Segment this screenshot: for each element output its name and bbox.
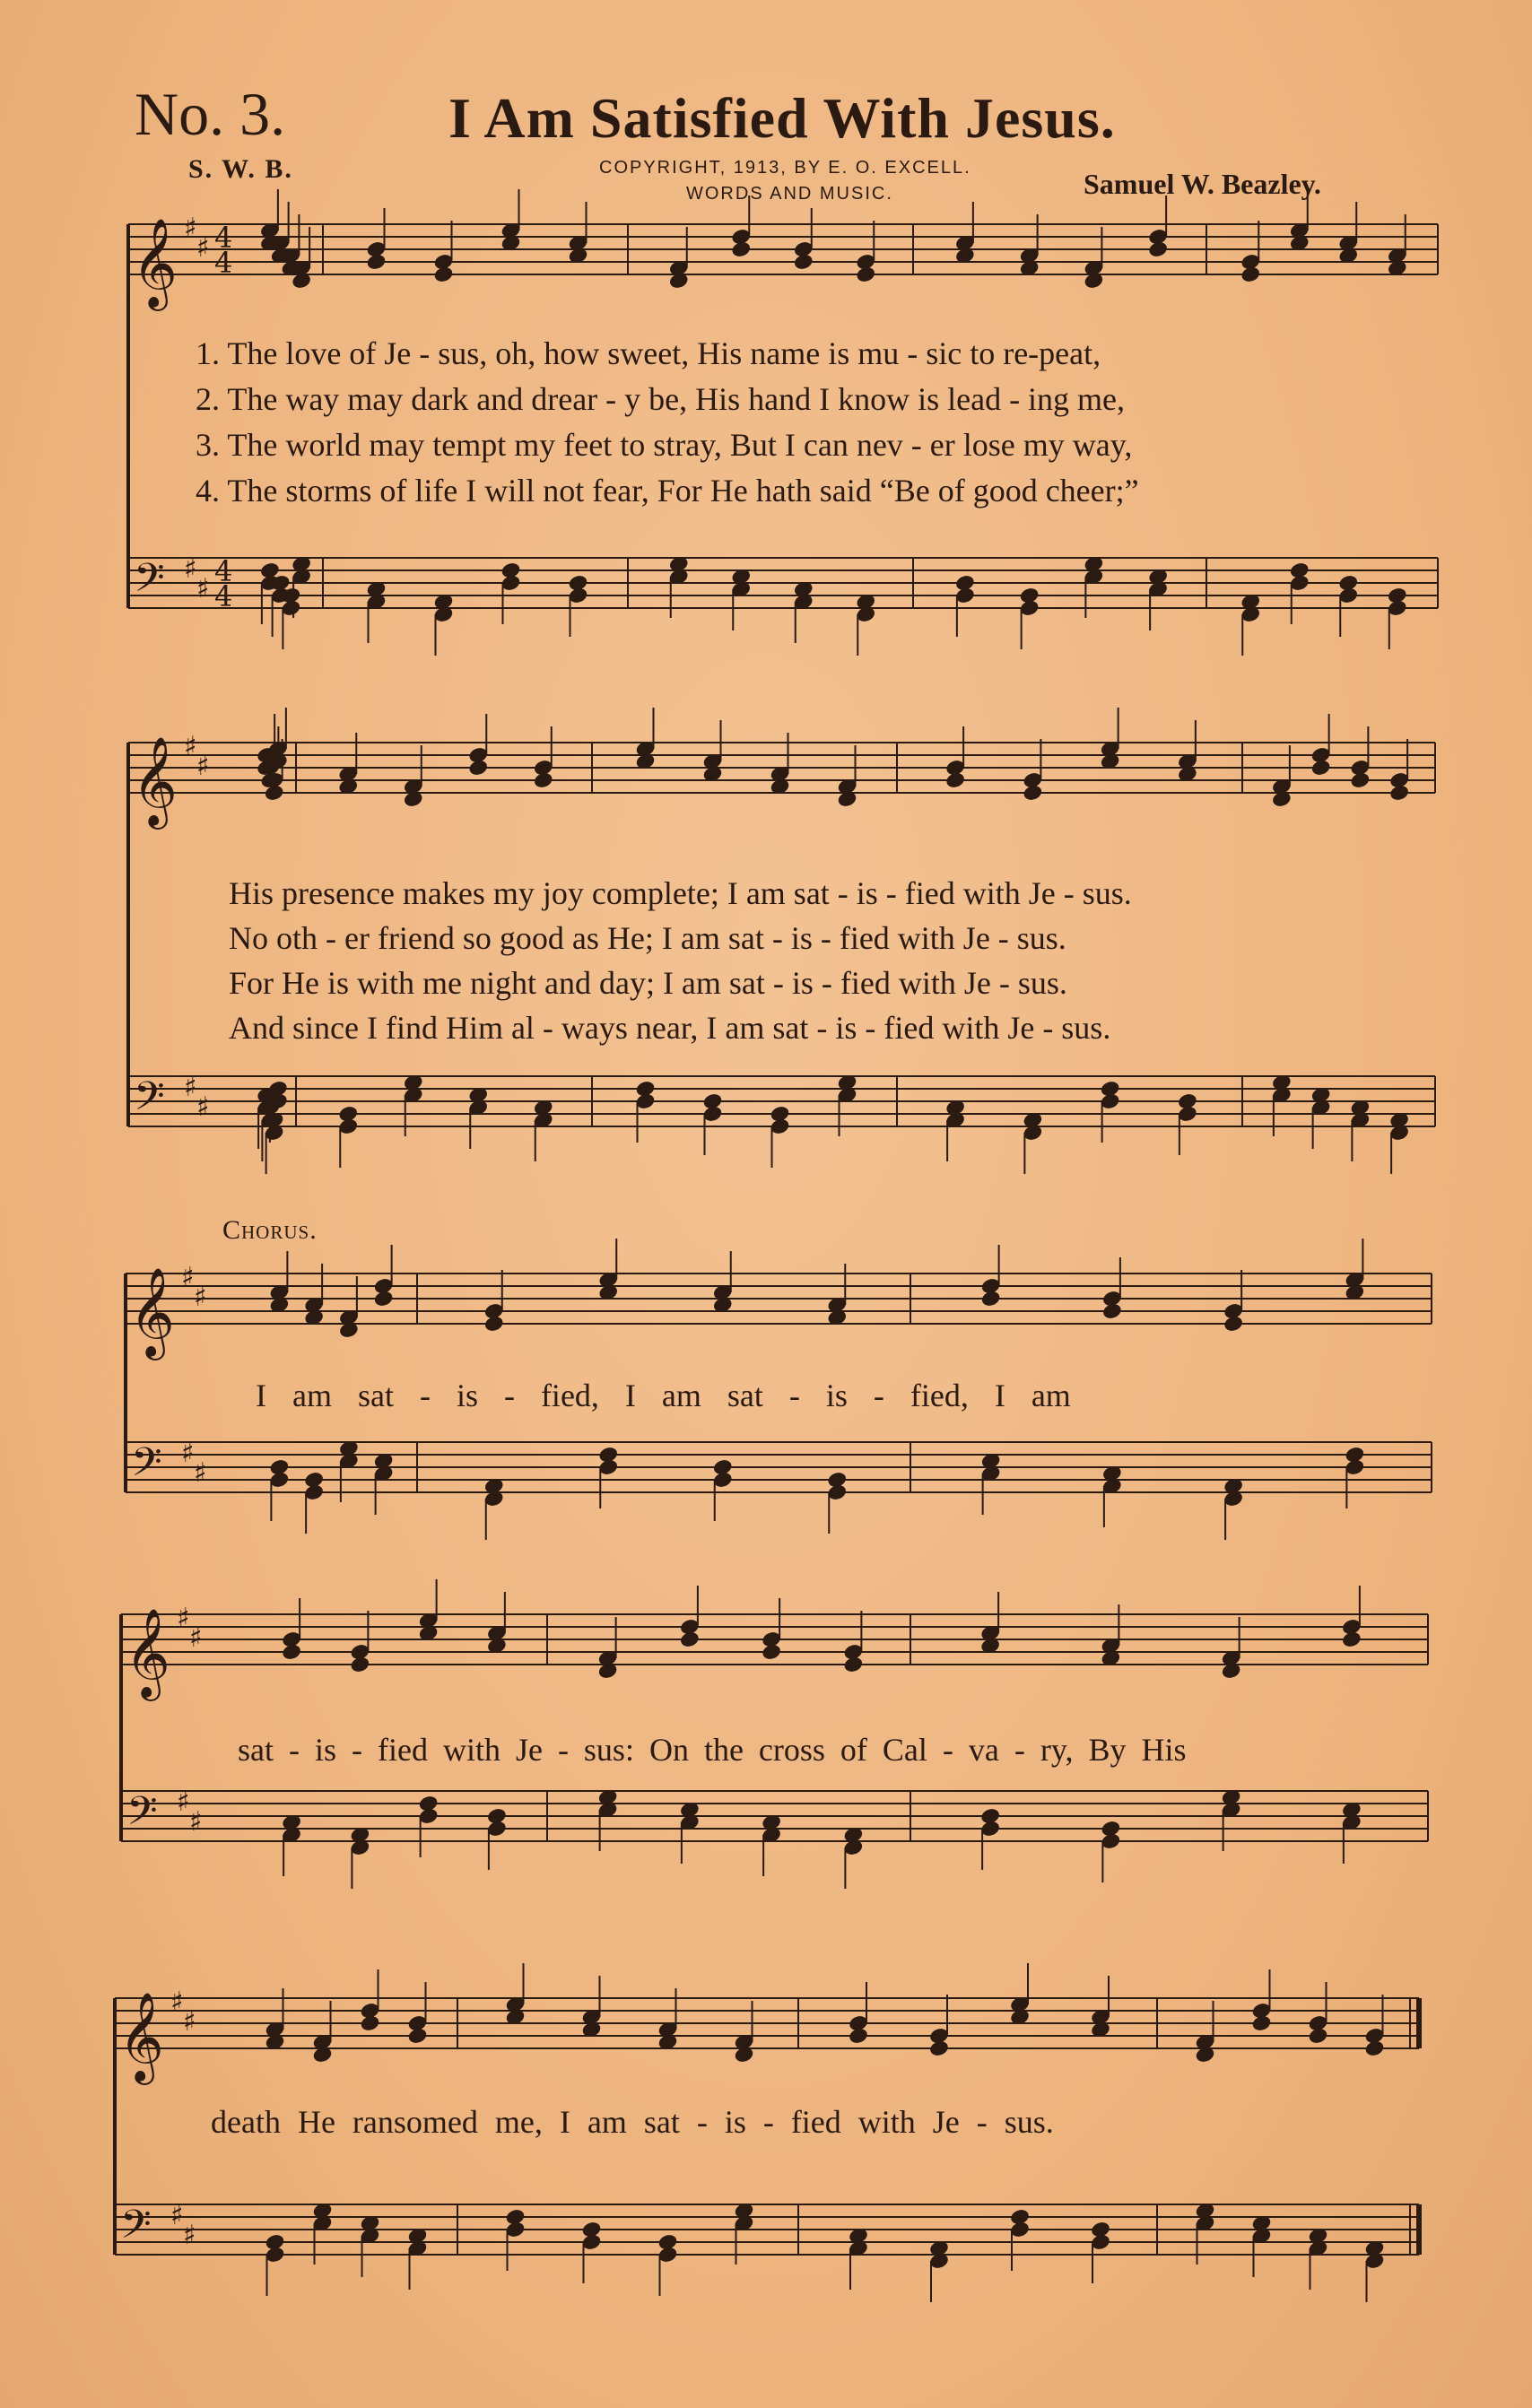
note-head (761, 1643, 782, 1662)
verse-2-line-2: No oth - er friend so good as He; I am sat - is - fied with Je - sus. (229, 920, 1066, 956)
chorus-label: Chorus. (222, 1215, 318, 1245)
verse-2-line-1: 2. The way may dark and drear - y be, His hand I know is lead - ing me, (196, 381, 1126, 417)
verse-1-line-1: 1. The love of Je - sus, oh, how sweet, His name is mu - sic to re-peat, (196, 335, 1101, 371)
note-head (1364, 2039, 1386, 2058)
key-signature-sharp: ♯ (177, 1603, 190, 1634)
key-signature-sharp: ♯ (181, 1438, 195, 1469)
time-signature: 4 (214, 246, 233, 280)
note-head (793, 253, 814, 272)
note-head (1349, 771, 1371, 790)
note-head (730, 240, 752, 259)
note-head (407, 2027, 429, 2046)
note-head (1388, 784, 1410, 803)
copyright-line: WORDS AND MUSIC. (686, 184, 893, 204)
key-signature-sharp: ♯ (183, 2220, 196, 2251)
treble-clef: 𝄞 (132, 736, 178, 826)
copyright-line: COPYRIGHT, 1913, BY E. O. EXCELL. (599, 158, 971, 178)
note-head (848, 2027, 869, 2046)
note-head (281, 1643, 302, 1662)
key-signature-sharp: ♯ (181, 1262, 195, 1293)
author-initials: S. W. B. (188, 154, 293, 184)
note-head (1022, 784, 1043, 803)
bass-clef: 𝄢 (120, 2201, 152, 2257)
bass-clef: 𝄢 (134, 1073, 165, 1129)
key-signature-sharp: ♯ (194, 1457, 207, 1489)
note-head (373, 1290, 395, 1308)
chorus-line-2: sat - is - fied with Je - sus: On the cross of Cal - va - ry, By His (238, 1732, 1187, 1768)
note-head (467, 759, 489, 778)
bass-clef: 𝄢 (134, 554, 165, 611)
key-signature-sharp: ♯ (170, 2200, 184, 2231)
key-signature-sharp: ♯ (184, 553, 197, 585)
time-signature: 4 (214, 221, 233, 255)
key-signature-sharp: ♯ (194, 1282, 207, 1313)
chorus-line-1: I am sat - is - fied, I am sat - is - fied, I am (256, 1378, 1071, 1413)
verse-4-line-1: 4. The storms of life I will not fear, For He hath said “Be of good cheer;” (196, 473, 1139, 509)
note-head (483, 1315, 505, 1334)
key-signature-sharp: ♯ (196, 573, 210, 604)
composer-name: Samuel W. Beazley. (1084, 168, 1321, 200)
bass-clef: 𝄢 (126, 1787, 158, 1844)
note-head (1310, 759, 1332, 778)
note-head (1147, 240, 1169, 259)
note-head (980, 1290, 1002, 1308)
note-head (1101, 1302, 1123, 1321)
key-signature-sharp: ♯ (177, 1786, 190, 1818)
key-signature-sharp: ♯ (196, 1091, 210, 1123)
note-head (842, 1656, 864, 1674)
key-signature-sharp: ♯ (184, 1072, 197, 1103)
note-head (855, 265, 876, 284)
note-head (679, 1630, 701, 1649)
key-signature-sharp: ♯ (196, 751, 210, 782)
note-head (1341, 1630, 1362, 1649)
key-signature-sharp: ♯ (184, 731, 197, 762)
key-signature-sharp: ♯ (196, 232, 210, 264)
note-head (1240, 265, 1261, 284)
verse-4-line-2: And since I find Him al - ways near, I am sat - is - fied with Je - sus. (229, 1010, 1111, 1046)
note-head (533, 771, 554, 790)
note-head (366, 253, 387, 272)
hymn-title: I Am Satisfied With Jesus. (448, 86, 1116, 150)
note-head (1308, 2027, 1329, 2046)
note-head (1223, 1315, 1244, 1334)
key-signature-sharp: ♯ (184, 213, 197, 244)
note-head (928, 2039, 950, 2058)
note-head (433, 265, 455, 284)
verse-3-line-2: For He is with me night and day; I am sat - is - fied with Je - sus. (229, 965, 1067, 1001)
time-signature: 4 (214, 579, 233, 613)
key-signature-sharp: ♯ (189, 1806, 203, 1838)
time-signature: 4 (214, 554, 233, 588)
note-head (360, 2014, 381, 2033)
treble-clef: 𝄞 (132, 218, 178, 308)
key-signature-sharp: ♯ (189, 1622, 203, 1654)
bass-clef: 𝄢 (131, 1439, 162, 1495)
key-signature-sharp: ♯ (183, 2006, 196, 2038)
note-head (944, 771, 966, 790)
treble-clef: 𝄞 (118, 1992, 164, 2082)
note-head (349, 1656, 370, 1674)
key-signature-sharp: ♯ (170, 1986, 184, 2018)
verse-3-line-1: 3. The world may tempt my feet to stray, But I can nev - er lose my way, (196, 427, 1133, 463)
chorus-line-3: death He ransomed me, I am sat - is - fied with Je - sus. (211, 2104, 1054, 2140)
verse-1-line-2: His presence makes my joy complete; I am sat - is - fied with Je - sus. (229, 875, 1132, 911)
note-head (1251, 2014, 1273, 2033)
treble-clef: 𝄞 (129, 1267, 175, 1357)
treble-clef: 𝄞 (125, 1608, 170, 1698)
hymn-number: No. 3. (135, 80, 286, 148)
